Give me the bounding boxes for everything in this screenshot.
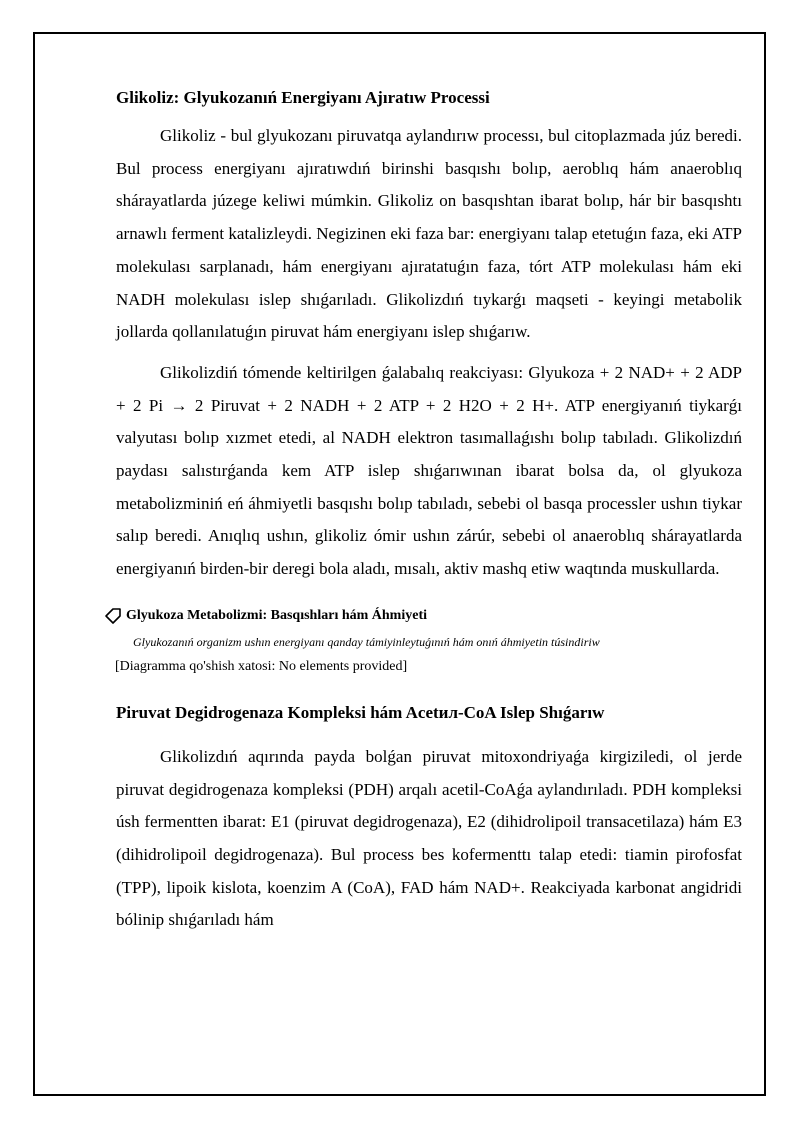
paragraph-pdh-complex: Glikolizdıń aqırında payda bolǵan piruvat mitoxondriyaǵa kirgiziledi, ol jerde piruvat degidrogenaza kompleksi (PDH) arqalı acetil-CoAǵa aylandırıladı. PDH kompleksi úsh fermentten ibarat: E1 (piruvat degidrogenaza), E2 (dihidrolipoil transacetilaza) hám E3 (dihidrolipoil degidrogenaza). Bul process bes kofermenttı talap etedi: tiamin pirofosfat (TPP), lipoik kislota, koenzim A (CoA), FAD hám NAD+. Reakciyada karbonat angidridi bólinip shıǵarıladı hám [116, 746, 742, 930]
diagram-title-row [104, 606, 742, 626]
document-content [116, 86, 742, 937]
section-heading-pdh: Piruvat Degidrogenaza Kompleksi hám Acetил-CoA Islep Shıǵarıw [116, 702, 605, 722]
paragraph-glycolysis-intro: Glikoliz - bul glyukozanı piruvatqa aylandırıw processı, bul citoplazmada júz beredi. Bul process energiyanı ajıratıwdıń birinshi basqıshı bolıp, aeroblıq hám anaeroblıq shárayatlarda júzege keliwi múmkin. Glikoliz on basqıshtan ibarat bolıp, hár bir basqıshtı arnawlı ferment katalizleydi. Negizinen eki faza bar: energiyanı talap etetuǵın faza, eki ATP molekulası sarplanadı, hám energiyanı ajıratatuǵın faza, tórt ATP molekulası hám eki NADH molekulası islep shıǵarıladı. Glikolizdıń tıykarǵı maqseti - keyingi metabolik jollarda qollanılatuǵın piruvat hám energiyanı islep shıǵarıw. [116, 126, 742, 342]
diagram-block [116, 606, 742, 677]
paragraph-glycolysis-reaction: Glikolizdiń tómende keltirilgen ǵalabalıq reakciyası: Glyukoza + 2 NAD+ + 2 ADP + 2 Pi → 2 Piruvat + 2 NADH + 2 ATP + 2 H2O + 2 H+. ATP energiyanıń tiykarǵı valyutası bolıp xızmet etedi, al NADH elektron tasımallaǵıshı bolıp tabıladı. Glikolizdıń paydası salıstırǵanda kem ATP islep shıǵarıwınan ibarat bolsa da, ol glyukoza metabolizminiń eń áhmiyetli basqıshı bolıp tabıladı, sebebi ol basqa processler ushın tiykar salıp beredi. Anıqlıq ushın, glikoliz ómir ushın zárúr, sebebi ol anaeroblıq shárayatlarda energiyanıń birden-bir deregi bola aladı, mısalı, aktiv mashq etiw waqtında muskullarda. [116, 362, 742, 579]
diagram-error-message: [Diagramma qo'shish xatosi: No elements provided] [115, 658, 408, 674]
diagram-title: Glyukoza Metabolizmi: Basqıshları hám Áhmiyeti [126, 607, 427, 623]
diagram-subtitle: Glyukozanıń organizm ushın energiyanı qanday támiyinleytuǵınıń hám onıń áhmiyetin túsindiriw [133, 634, 600, 649]
tag-icon [104, 607, 122, 625]
section-heading-glycolysis: Glikoliz: Glyukozanıń Energiyanı Ajıratıw Processi [116, 88, 490, 107]
